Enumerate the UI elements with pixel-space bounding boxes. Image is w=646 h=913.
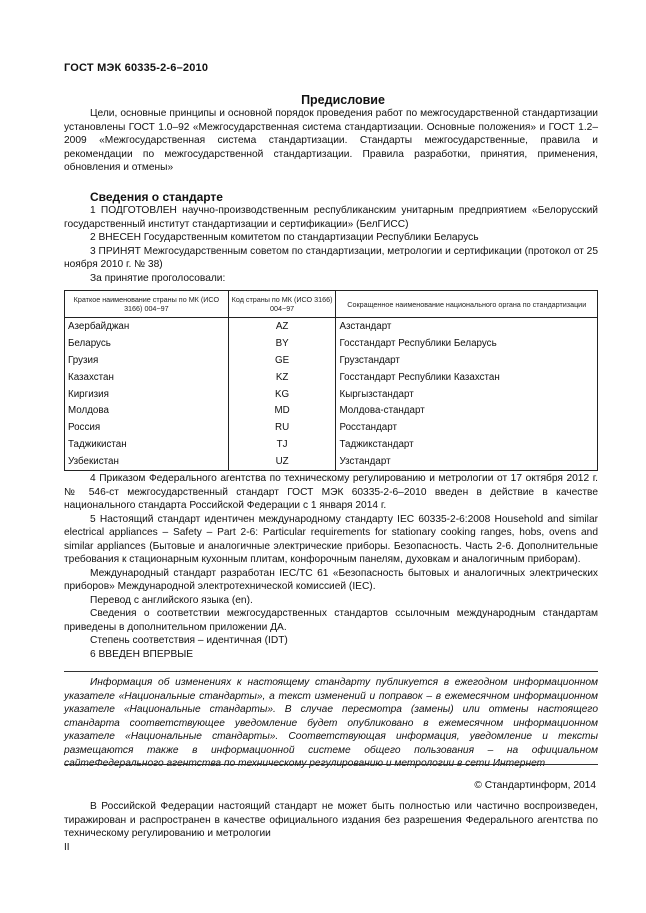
country-name: Беларусь <box>65 335 229 352</box>
country-name: Россия <box>65 419 229 436</box>
intl-standard-paragraph: Международный стандарт разработан IEC/TC 61 «Безопасность бытовых и аналогичных электрических приборов» Международной электротехнической комиссией (IEC). <box>64 567 598 592</box>
national-body: Росстандарт <box>336 419 598 436</box>
header-national-body: Сокращенное наименование национального органа по стандартизации <box>336 291 598 318</box>
country-name: Узбекистан <box>65 453 229 470</box>
country-code: BY <box>228 335 336 352</box>
voted-label: За принятие проголосовали: <box>90 272 226 284</box>
national-body: Госстандарт Республики Беларусь <box>336 335 598 352</box>
country-name: Азербайджан <box>65 318 229 335</box>
national-body: Азстандарт <box>336 318 598 335</box>
country-name: Таджикистан <box>65 436 229 453</box>
table-row <box>65 318 598 335</box>
header-country-code: Код страны по МК (ИСО 3166) 004−97 <box>228 291 336 318</box>
foreword-block <box>64 107 598 175</box>
national-body: Таджикстандарт <box>336 436 598 453</box>
standard-info-title: Сведения о стандарте <box>90 190 223 204</box>
country-code: KG <box>228 386 336 403</box>
degree-line: Степень соответствия – идентичная (IDT) <box>90 635 288 646</box>
country-code: UZ <box>228 453 336 470</box>
country-code: GE <box>228 352 336 369</box>
info-item-4: 4 Приказом Федерального агентства по техническому регулированию и метрологии от 17 октября 2012 г. № 546-ст межгосударственный стандарт ГОСТ МЭК 60335-2-6–2010 введен в действие в качестве национального стандарта Российской Федерации с 1 января 2014 г. <box>64 473 598 511</box>
info-item-3: 3 ПРИНЯТ Межгосударственным советом по стандартизации, метрологии и сертификации (протокол от 25 ноября 2010 г. № 38) <box>64 245 598 270</box>
notice-paragraph: Информация об изменениях к настоящему стандарту публикуется в ежегодном информационном указателе «Национальные стандарты», а текст изменений и поправок – в ежемесячном информационном указателе «Национальные стандарты». В случае пересмотра (замены) или отмены настоящего стандарта соответствующее уведомление будет опубликовано в ежемесячном информационном указателе «Национальные стандарты». Соответствующая информация, уведомление и тексты размещаются также в информационной системе общего пользования – на официальном сайтеФедерального агентства по техническому регулированию и метрологии в сети Интернет <box>64 677 598 769</box>
country-name: Казахстан <box>65 369 229 386</box>
translation-line: Перевод с английского языка (en). <box>90 594 253 606</box>
document-code-header: ГОСТ МЭК 60335-2-6–2010 <box>64 62 209 74</box>
country-code: TJ <box>228 436 336 453</box>
info-item-2: 2 ВНЕСЕН Государственным комитетом по стандартизации Республики Беларусь <box>90 232 479 243</box>
table-row <box>65 402 598 419</box>
table-row <box>65 335 598 352</box>
info-item-6: 6 ВВЕДЕН ВПЕРВЫЕ <box>90 648 194 660</box>
rights-paragraph: В Российской Федерации настоящий стандарт не может быть полностью или частично воспроизведен, тиражирован и распространен в качестве официального издания без разрешения Федерального агентства по техническому регулированию и метрологии <box>64 801 598 839</box>
national-body: Молдова-стандарт <box>336 402 598 419</box>
national-body: Грузстандарт <box>336 352 598 369</box>
countries-table <box>64 290 598 471</box>
national-body: Узстандарт <box>336 453 598 470</box>
info-item-5: 5 Настоящий стандарт идентичен международному стандарту IEC 60335-2-6:2008 Household and similar electrical appliances – Safety – Part 2-6: Particular requirements for stationary cooking ranges, hobs, ovens and similar appliances (Бытовые и аналогичные электрические приборы. Безопасность. Часть 2-6. Дополнительные требования к стационарным кухонным плитам, конфорочным панелям, духовкам и аналогичным приборам). <box>64 513 598 565</box>
notice-bottom-divider <box>64 764 598 765</box>
foreword-paragraph: Цели, основные принципы и основной порядок проведения работ по межгосударственной стандартизации установлены ГОСТ 1.0–92 «Межгосударственная система стандартизации. Основные положения» и ГОСТ 1.2–2009 «Межгосударственная система стандартизации. Стандарты межгосударственные, правила и рекомендации по межгосударственной стандартизации. Правила разработки, принятия, применения, обновления и отмены» <box>64 108 598 173</box>
country-name: Киргизия <box>65 386 229 403</box>
table-row <box>65 436 598 453</box>
country-code: KZ <box>228 369 336 386</box>
copyright-line: © Стандартинформ, 2014 <box>474 780 596 791</box>
references-paragraph: Сведения о соответствии межгосударственных стандартов ссылочным международным стандартам приведены в дополнительном приложении ДА. <box>64 608 598 633</box>
table-row <box>65 453 598 470</box>
country-name: Молдова <box>65 402 229 419</box>
table-row <box>65 386 598 403</box>
country-code: MD <box>228 402 336 419</box>
national-body: Госстандарт Республики Казахстан <box>336 369 598 386</box>
table-row <box>65 369 598 386</box>
page-number: II <box>64 842 70 853</box>
country-code: RU <box>228 419 336 436</box>
notice-top-divider <box>64 671 598 672</box>
national-body: Кыргызстандарт <box>336 386 598 403</box>
standard-info-block <box>64 204 598 285</box>
foreword-title: Предисловие <box>301 93 385 107</box>
after-table-block <box>64 472 598 661</box>
country-code: AZ <box>228 318 336 335</box>
country-name: Грузия <box>65 352 229 369</box>
table-header-row <box>65 291 598 318</box>
table-row <box>65 419 598 436</box>
table-row <box>65 352 598 369</box>
info-item-1: 1 ПОДГОТОВЛЕН научно-производственным республиканским унитарным предприятием «Белорусский государственный институт стандартизации и сертификации» (БелГИСС) <box>64 205 598 230</box>
rights-block <box>64 800 598 841</box>
notice-block <box>64 676 598 771</box>
header-country-name: Краткое наименование страны по МК (ИСО 3166) 004−97 <box>65 291 229 318</box>
